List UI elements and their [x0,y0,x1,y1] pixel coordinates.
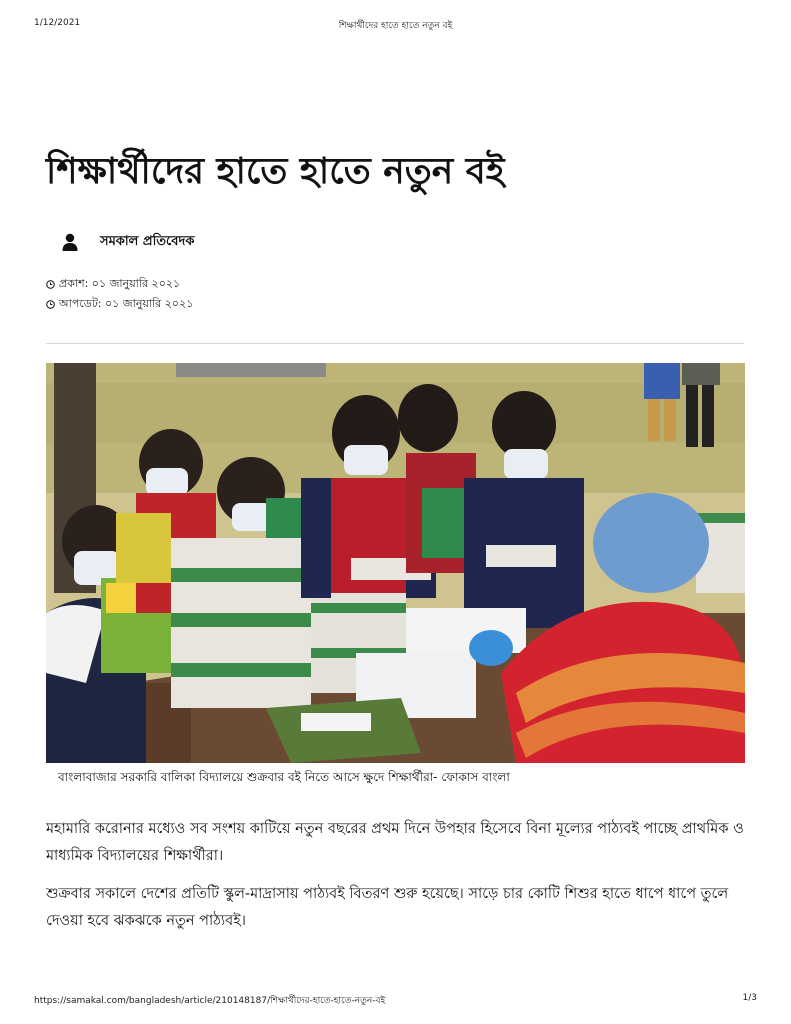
photo-caption: বাংলাবাজার সরকারি বালিকা বিদ্যালয়ে শুক্রবার বই নিতে আসে ক্ষুদে শিক্ষার্থীরা- ফোকাস বাংলা [58,770,510,784]
print-footer [34,993,757,1007]
page-number: 1/3 [742,993,757,1003]
clock-icon [46,280,55,289]
updated-date [46,297,193,311]
updated-text: আপডেট: ০১ জানুয়ারি ২০২১ [59,296,194,310]
author-name[interactable]: সমকাল প্রতিবেদক [100,233,195,249]
article-photo [46,363,745,763]
divider [46,343,744,344]
print-page-title: শিক্ষার্থীদের হাতে হাতে নতুন বই [338,21,453,31]
article-title: শিক্ষার্থীদের হাতে হাতে নতুন বই [46,151,505,192]
paragraph-2: শুক্রবার সকালে দেশের প্রতিটি স্কুল-মাদ্রাসায় পাঠ্যবই বিতরণ শুরু হয়েছে। সাড়ে চার কোটি শিশুর হাতে ধাপে ধাপে তুলে দেওয়া হবে ঝকঝকে নতুন পাঠ্যবই। [46,886,729,929]
paragraph-1: মহামারি করোনার মধ্যেও সব সংশয় কাটিয়ে নতুন বছরের প্রথম দিনে উপহার হিসেবে বিনা মূল্যের পাঠ্যবই পাচ্ছে প্রাথমিক ও মাধ্যমিক বিদ্যালয়ের শিক্ষার্থীরা। [46,821,744,864]
user-icon [62,233,78,251]
clock-icon [46,300,55,309]
print-date: 1/12/2021 [34,18,81,28]
published-text: প্রকাশ: ০১ জানুয়ারি ২০২১ [59,276,181,290]
published-date [46,277,180,291]
print-header [34,18,757,32]
photo-illustration [46,363,745,763]
print-url[interactable]: https://samakal.com/bangladesh/article/210148187/শিক্ষার্থীদের-হাতে-হাতে-নতুন-বই [34,996,386,1006]
byline [62,232,194,252]
